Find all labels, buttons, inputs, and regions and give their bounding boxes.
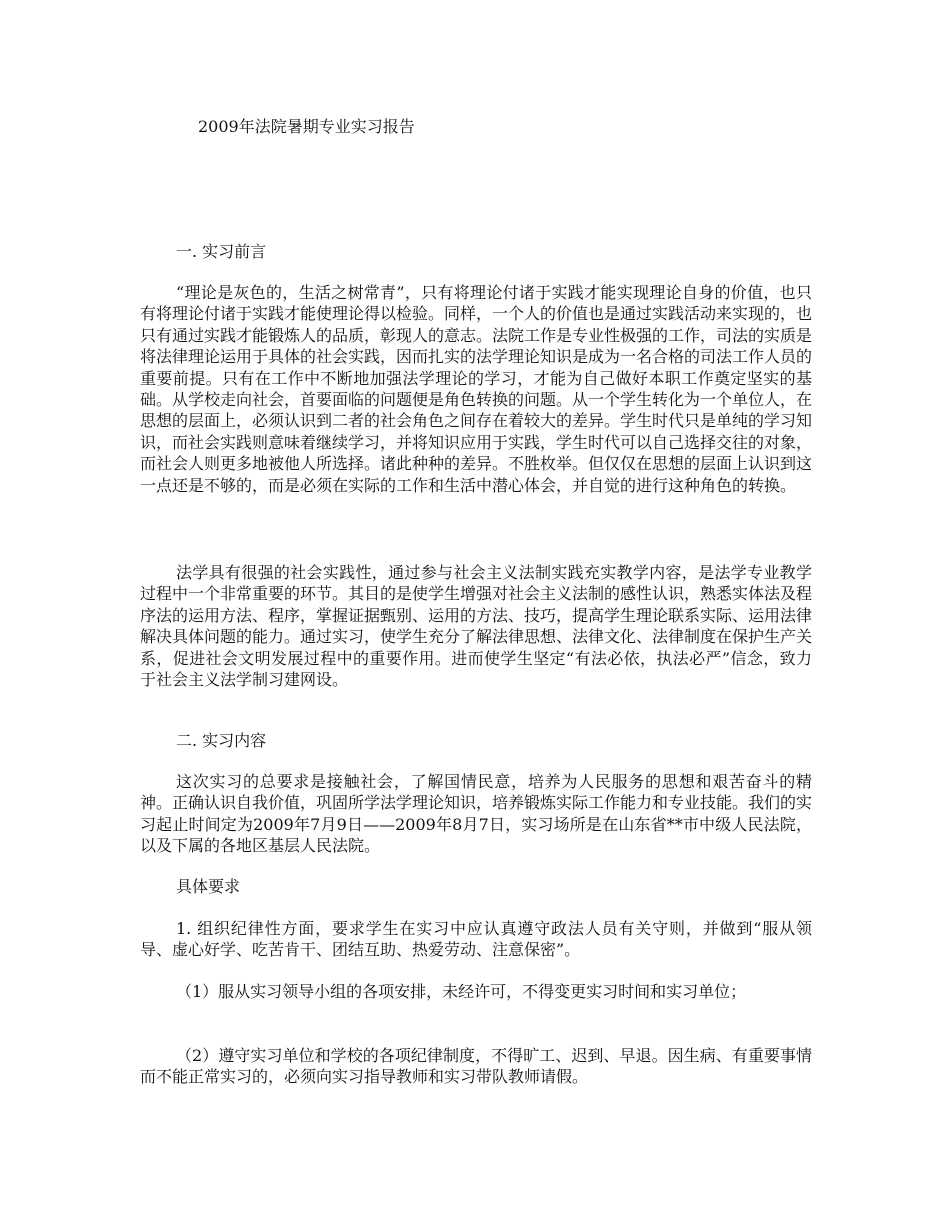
paragraph-requirement-1-2: （2）遵守实习单位和学校的各项纪律制度，不得旷工、迟到、早退。因生病、有重要事情而不能正常实习的，必须向实习指导教师和实习带队教师请假。 [140, 1046, 812, 1087]
paragraph-requirement-1: 1. 组织纪律性方面，要求学生在实习中应认真遵守政法人员有关守则，并做到“服从领导、虚心好学、吃苦肯干、团结互助、热爱劳动、注意保密”。 [140, 919, 812, 960]
paragraph-preface-1: “理论是灰色的，生活之树常青”，只有将理论付诸于实践才能实现理论自身的价值，也只有将理论付诸于实践才能使理论得以检验。同样，一个人的价值也是通过实践活动来实现的，也只有通过实践才能锻炼人的品质，彰现人的意志。法院工作是专业性极强的工作，司法的实质是将法律理论运用于具体的社会实践，因而扎实的法学理论知识是成为一名合格的司法工作人员的重要前提。只有在工作中不断地加强法学理论的学习，才能为自己做好本职工作奠定坚实的基础。从学校走向社会，首要面临的问题便是角色转换的问题。从一个学生转化为一个单位人，在思想的层面上，必须认识到二者的社会角色之间存在着较大的差异。学生时代只是单纯的学习知识，而社会实践则意味着继续学习，并将知识应用于实践，学生时代可以自己选择交往的对象，而社会人则更多地被他人所选择。诸此种种的差异。不胜枚举。但仅仅在思想的层面上认识到这一点还是不够的，而是必须在实际的工作和生活中潜心体会，并自觉的进行这种角色的转换。 [140, 283, 813, 495]
paragraph-requirement-1-1: （1）服从实习领导小组的各项安排，未经许可，不得变更实习时间和实习单位； [176, 982, 747, 1001]
paragraph-content-1: 这次实习的总要求是接触社会，了解国情民意，培养为人民服务的思想和艰苦奋斗的精神。正确认识自我价值，巩固所学法学理论知识，培养锻炼实际工作能力和专业技能。我们的实习起止时间定为2009年7月9日——2009年8月7日，实习场所是在山东省**市中级人民法院，以及下属的各地区基层人民法院。 [140, 772, 813, 856]
section-heading-content: 二. 实习内容 [176, 731, 267, 750]
section-heading-preface: 一. 实习前言 [176, 242, 267, 261]
section-heading-requirements: 具体要求 [176, 877, 241, 896]
paragraph-preface-2: 法学具有很强的社会实践性，通过参与社会主义法制实践充实教学内容，是法学专业教学过程中一个非常重要的环节。其目的是使学生增强对社会主义法制的感性认识，熟悉实体法及程序法的运用方法、程序，掌握证据甄别、运用的方法、技巧，提高学生理论联系实际、运用法律解决具体问题的能力。通过实习，使学生充分了解法律思想、法律文化、法律制度在保护生产关系，促进社会文明发展过程中的重要作用。进而使学生坚定“有法必依，执法必严”信念，致力于社会主义法学制习建网设。 [140, 563, 813, 690]
document-title: 2009年法院暑期专业实习报告 [198, 117, 415, 136]
